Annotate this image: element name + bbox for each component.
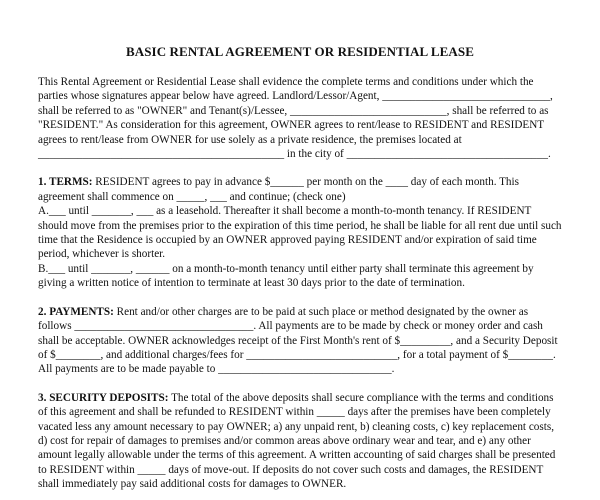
document-title: BASIC RENTAL AGREEMENT OR RESIDENTIAL LEASE — [125, 44, 475, 59]
intro-paragraph: This Rental Agreement or Residential Lease shall evidence the complete terms and conditions under which the parties whose signatures appear below have agreed. Landlord/Lessor/Agent, ______________________________, shall be referred to as "OWNER" and Tenant(s)/Lessee, ____________________________, shall be referred to as "RESIDENT." As consideration for this agreement, OWNER agrees to rent/lease to RESIDENT and RESIDENT agrees to rent/lease from OWNER for use solely as a private residence, the premises located at ____________________________________________ in the city of ____________________________________. — [38, 76, 553, 161]
security-text: The total of the above deposits shall secure compliance with the terms and conditions of this agreement and shall be refunded to RESIDENT within _____ days after the premises have been completely vacated less any amount necessary to pay OWNER; a) any unpaid rent, b) cleaning costs, c) key replacement costs, d) cost for repair of damages to premises and/or common areas above ordinary wear and tear, and e) any other amount legally allowable under the terms of this agreement. A written accounting of said charges shall be presented to RESIDENT within _____ days of move-out. If deposits do not cover such costs and damages, the RESIDENT shall immediately pay said additional costs for damages to OWNER. — [38, 391, 556, 491]
security-paragraph — [38, 391, 562, 492]
security-heading: 3. SECURITY DEPOSITS: — [38, 391, 169, 404]
terms-text: RESIDENT agrees to pay in advance $______ per month on the ____ day of each month. This agreement shall commence on _____, ___ and continue; (check one) — [38, 176, 519, 203]
terms-option-b: B.___ until _______, ______ on a month-to-month tenancy until either party shall terminate this agreement by giving a written notice of intention to terminate at least 30 days prior to the date of termination. — [38, 262, 534, 290]
terms-option-a: A.___ until _______, ___ as a leasehold. Thereafter it shall become a month-to-month tenancy. If RESIDENT should move from the premises prior to the expiration of this time period, he shall be liable for all rent due until such time that the Residence is occupied by an OWNER approved paying RESIDENT and/or expiration of said time period, whichever is shorter. — [38, 205, 562, 261]
security-section — [38, 391, 562, 492]
terms-heading: 1. TERMS: — [38, 176, 93, 189]
payments-heading: 2. PAYMENTS: — [38, 305, 114, 318]
payments-text: Rent and/or other charges are to be paid at such place or method designated by the owner as follows ________________________________. All payments are to be made by check or money order and cash shall be acceptable. OWNER acknowledges receipt of the First Month's rent of $_________, and a Security Deposit of $________, and additional charges/fees for ___________________________, for a total payment of $________. All payments are to be made payable to _______________________________. — [38, 305, 558, 376]
payments-section — [38, 305, 562, 377]
terms-paragraph — [38, 175, 562, 204]
terms-section — [38, 175, 562, 290]
payments-paragraph — [38, 305, 562, 377]
